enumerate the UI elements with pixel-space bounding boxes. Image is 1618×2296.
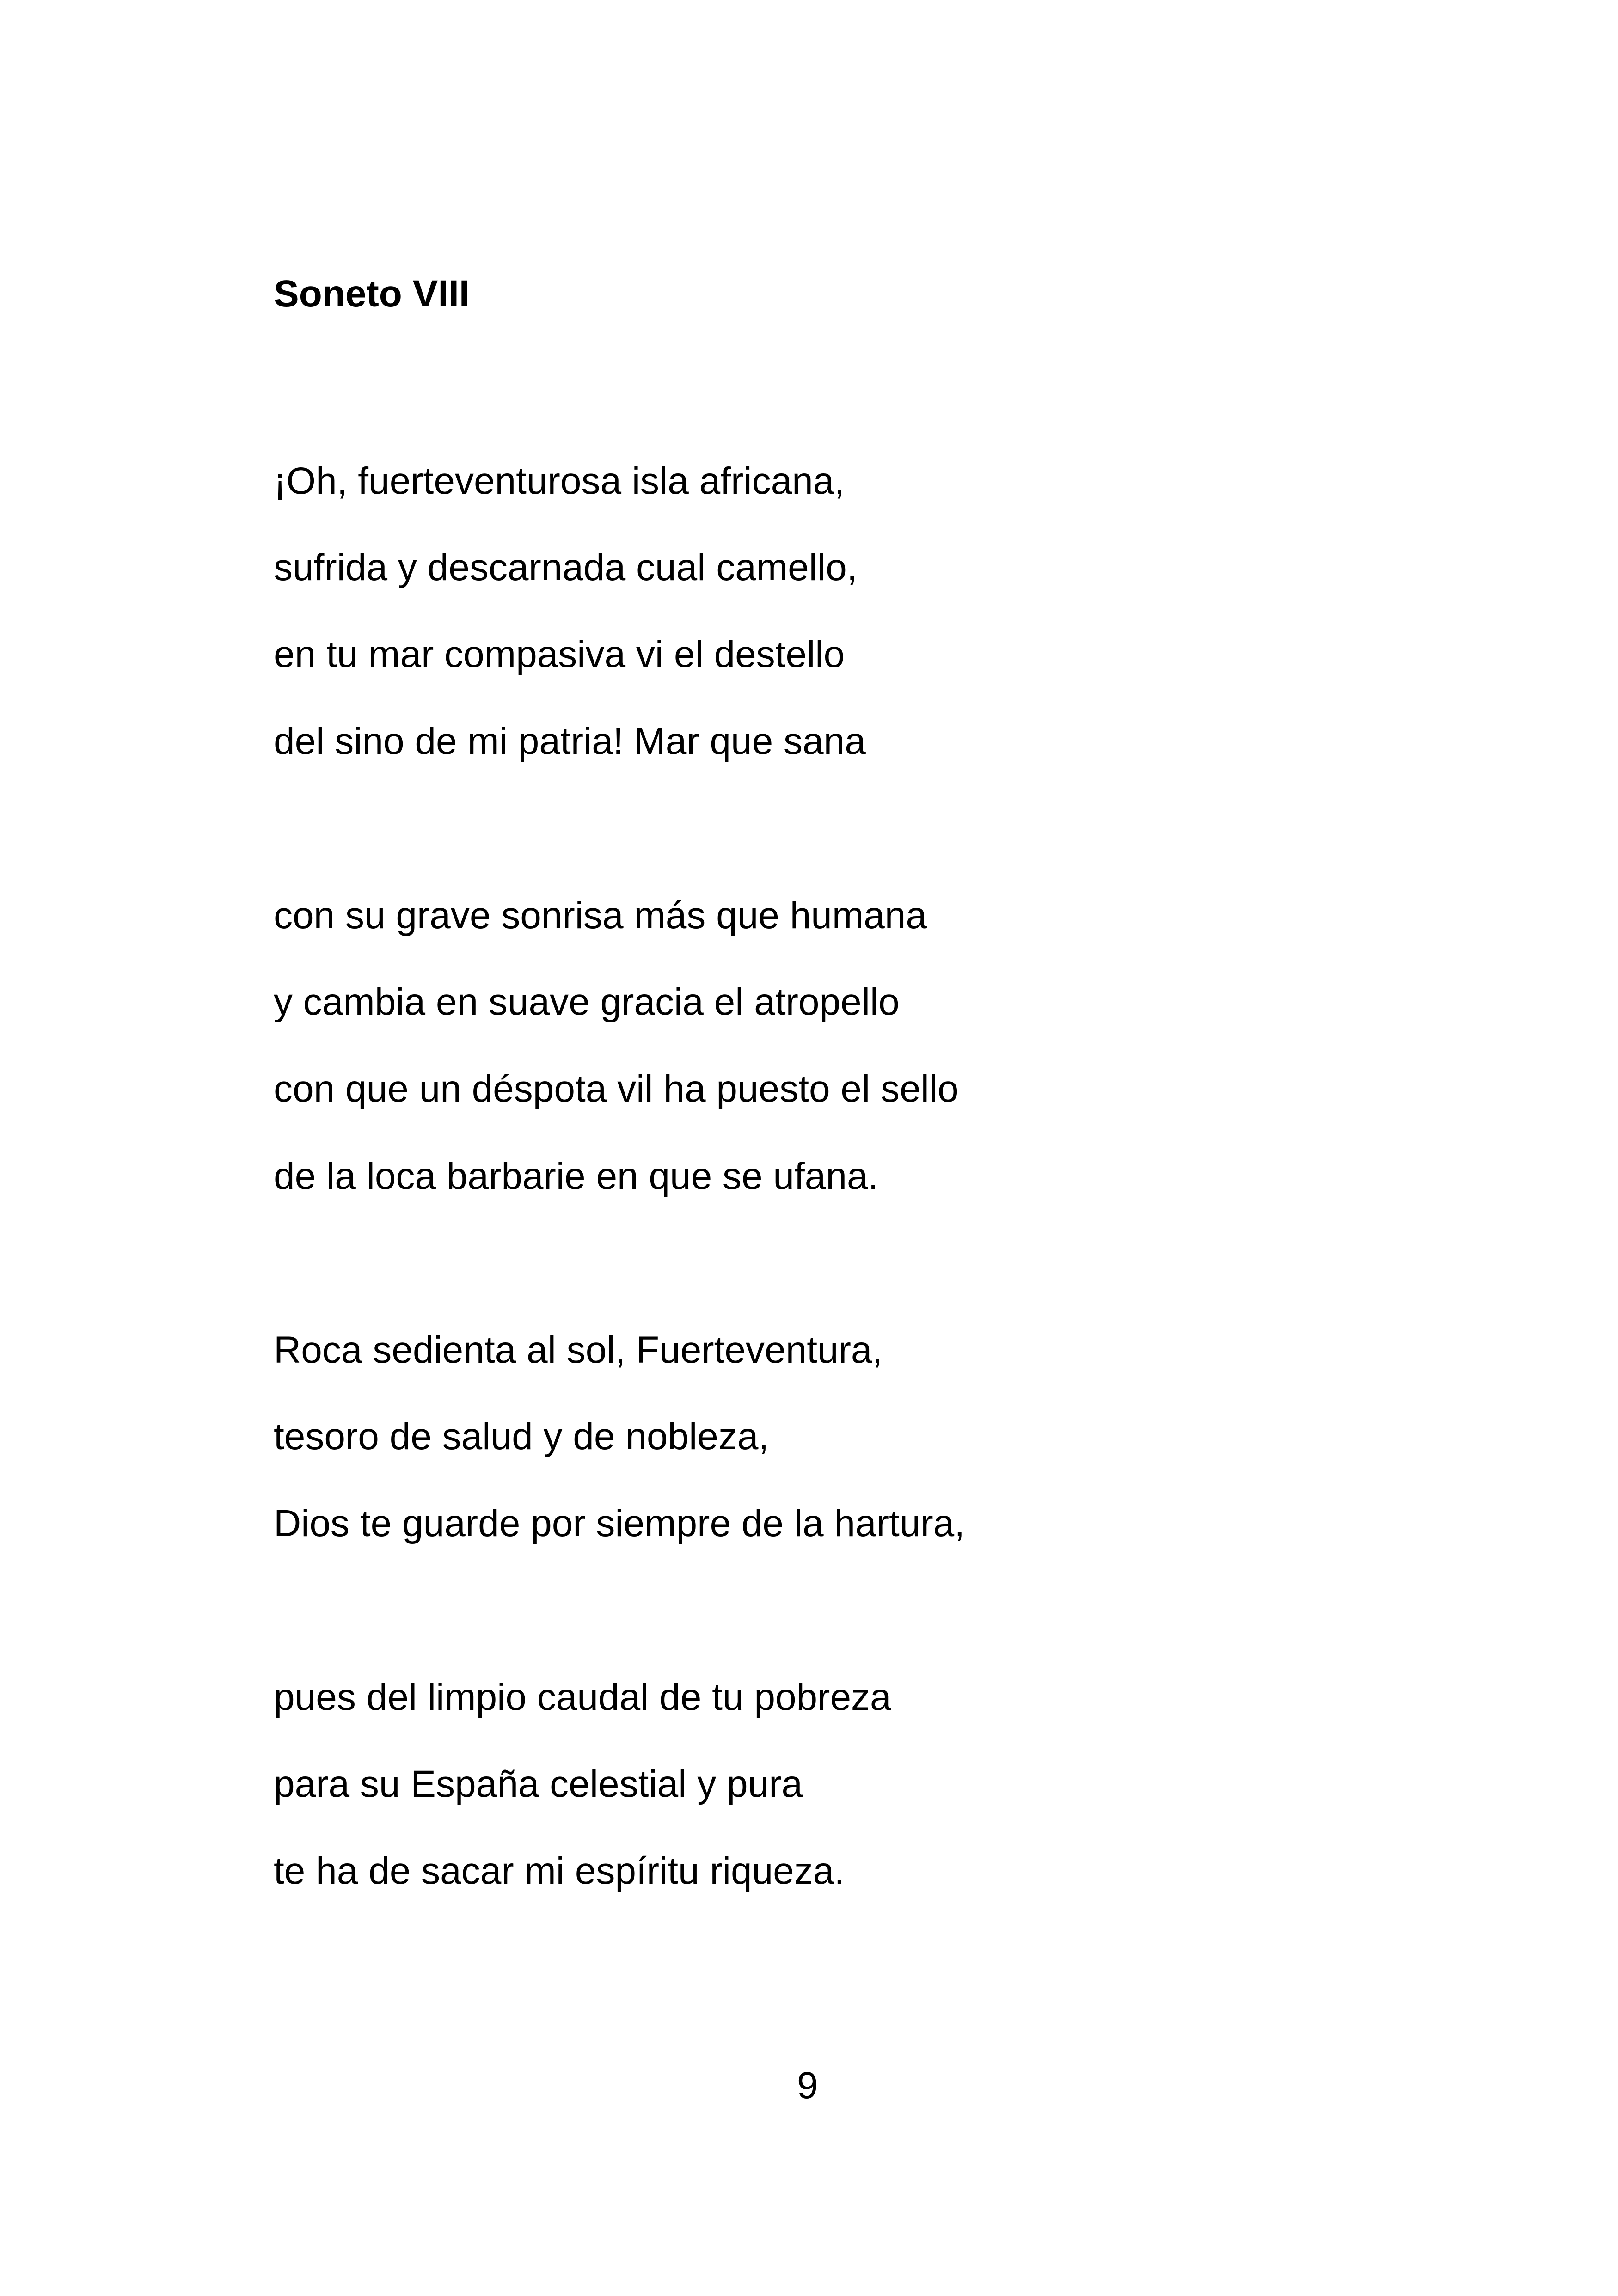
poem-line: pues del limpio caudal de tu pobreza [274, 1676, 891, 1718]
poem-title: Soneto VIII [274, 273, 470, 315]
poem-line: con que un déspota vil ha puesto el sello [274, 1068, 959, 1110]
poem-line: ¡Oh, fuerteventurosa isla africana, [274, 460, 845, 502]
poem-line: en tu mar compasiva vi el destello [274, 633, 845, 675]
poem-line: para su España celestial y pura [274, 1763, 803, 1805]
poem-line: Dios te guarde por siempre de la hartura, [274, 1502, 965, 1544]
poem-line: tesoro de salud y de nobleza, [274, 1415, 769, 1457]
poem-line: con su grave sonrisa más que humana [274, 894, 927, 937]
poem-line: sufrida y descarnada cual camello, [274, 546, 858, 588]
page-number: 9 [797, 2064, 818, 2106]
poem-line: te ha de sacar mi espíritu riqueza. [274, 1850, 845, 1892]
poem-line: Roca sedienta al sol, Fuerteventura, [274, 1329, 883, 1371]
poem-line: del sino de mi patria! Mar que sana [274, 720, 866, 762]
poem-line: y cambia en suave gracia el atropello [274, 981, 900, 1023]
poem-line: de la loca barbarie en que se ufana. [274, 1155, 879, 1197]
